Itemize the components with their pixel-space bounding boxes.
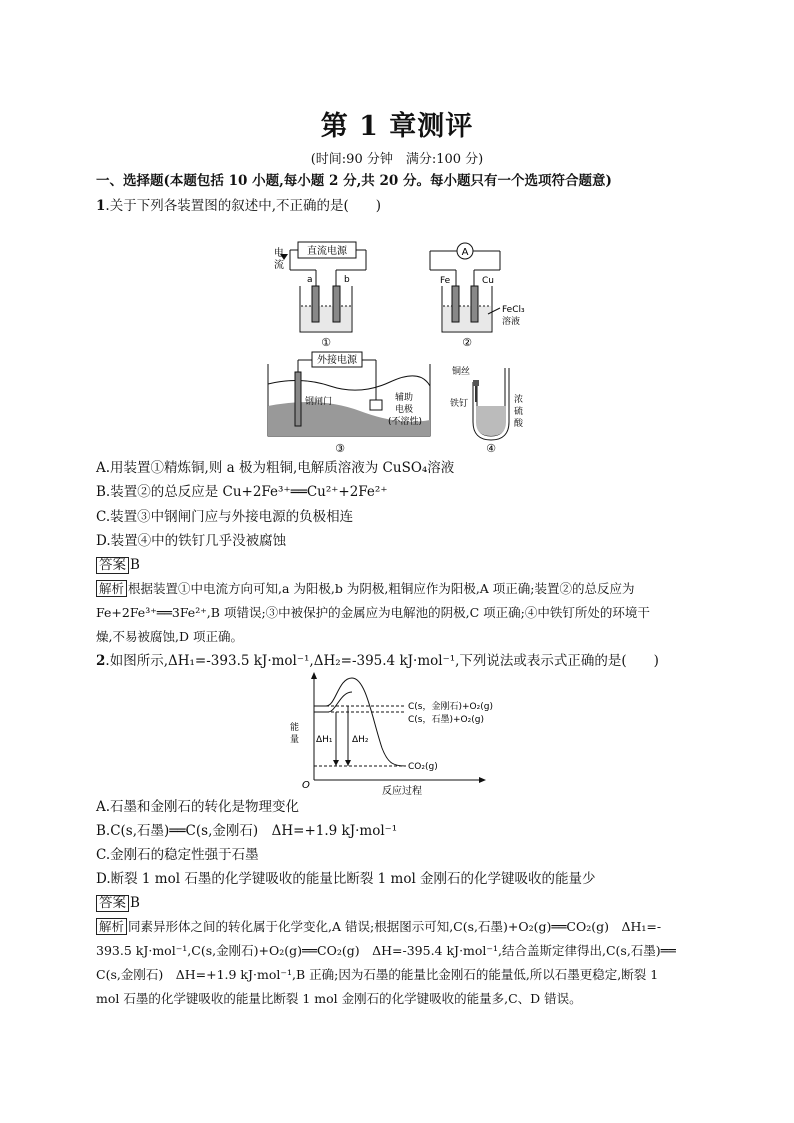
external-source-label: 外接电源 [317,355,357,366]
current-label-1: 电 [274,248,284,259]
acid-label-1: 浓 [514,395,524,405]
q1-option-b: B.装置②的总反应是 Cu+2Fe³⁺══Cu²⁺+2Fe²⁺ [96,484,388,500]
q1-option-a: A.用装置①精炼铜,则 a 极为粗铜,电解质溶液为 CuSO₄溶液 [96,460,455,476]
q1-stem-text: .关于下列各装置图的叙述中,不正确的是( ) [105,198,382,214]
aux-label-3: (不溶性) [388,417,423,427]
fecl3-label: FeCl₃ [502,305,525,315]
aux-label-1: 辅助 [395,393,414,403]
device-2-label: ② [462,336,472,349]
q1-option-d: D.装置④中的铁钉几乎没被腐蚀 [96,533,287,549]
device-4-u-tube [450,365,524,455]
q2-option-c: C.金刚石的稳定性强于石墨 [96,847,259,863]
iron-nail-label: 铁钉 [450,399,469,409]
q1-option-c: C.装置③中钢闸门应与外接电源的负极相连 [96,509,354,525]
q2-stem-text: .如图所示,ΔH₁=-393.5 kJ·mol⁻¹,ΔH₂=-395.4 kJ·mol⁻¹,下列说法或表示式正确的是( ) [105,653,659,669]
q2-answer-value: B [130,895,140,911]
dh2-label: ΔH₂ [352,735,369,745]
answer-tag: 答案 [96,557,129,574]
q2-analysis-line-2: 393.5 kJ·mol⁻¹,C(s,金刚石)+O₂(g)══CO₂(g) ΔH=-395.4 kJ·mol⁻¹,结合盖斯定律得出,C(s,石墨)══ [96,943,676,958]
aux-label-2: 电极 [395,405,414,415]
origin-label: O [302,780,310,791]
q1-stem [96,197,381,215]
q1-analysis-text-1: 根据装置①中电流方向可知,a 为阳极,b 为阴极,粗铜应作为阳极,A 项正确;装置②的总反应为 [128,581,635,596]
electrode-b-label: b [344,275,350,285]
steel-gate-label: 钢闸门 [305,397,333,407]
electrode-a-label: a [307,275,313,285]
y-axis-label-2: 量 [290,735,300,745]
q2-option-a: A.石墨和金刚石的转化是物理变化 [96,799,300,815]
q2-analysis-text-1: 同素异形体之间的转化属于化学变化,A 错误;根据图示可知,C(s,石墨)+O₂(g)══CO₂(g) ΔH₁=- [128,919,662,934]
q2-number: 2 [96,653,106,669]
q2-energy-diagram [282,668,522,798]
graphite-level-label: C(s，石墨)+O₂(g) [408,715,484,725]
cu-label: Cu [482,276,494,286]
copper-wire-label: 铜丝 [452,367,471,377]
answer-tag: 答案 [96,895,129,912]
acid-label-2: 硫 [514,407,524,417]
q1-answer-value: B [130,557,140,573]
co2-level-label: CO₂(g) [408,762,438,772]
q2-option-d: D.断裂 1 mol 石墨的化学键吸收的能量比断裂 1 mol 金刚石的化学键吸收的能量少 [96,871,596,887]
q1-answer [96,556,140,574]
solution-label: 溶液 [502,317,521,327]
q2-analysis-line-3: C(s,金刚石) ΔH=+1.9 kJ·mol⁻¹,B 正确;因为石墨的能量比金刚石的能量低,所以石墨更稳定,断裂 1 [96,967,659,982]
section-heading: 一、选择题(本题包括 10 小题,每小题 2 分,共 20 分。每小题只有一个选项符合题意) [96,173,612,189]
page-subtitle: (时间:90 分钟 满分:100 分) [310,152,484,167]
q1-figure [260,236,540,458]
device-1-electrolysis [274,242,366,349]
diamond-level-label: C(s，金刚石)+O₂(g) [408,702,493,712]
x-axis-label: 反应过程 [382,786,422,797]
q1-number: 1 [96,198,106,214]
y-axis-label-1: 能 [290,723,300,733]
device-4-label: ④ [486,442,496,455]
q2-analysis-line-1 [96,918,661,936]
q2-option-b: B.C(s,石墨)══C(s,金刚石) ΔH=+1.9 kJ·mol⁻¹ [96,823,398,839]
page-title: 第 1 章测评 [320,111,474,142]
analysis-tag: 解析 [96,580,127,597]
analysis-tag: 解析 [96,918,127,935]
device-2-galvanic [430,243,525,349]
current-label-2: 流 [274,260,284,271]
fe-label: Fe [440,276,451,286]
dh1-label: ΔH₁ [316,735,333,745]
ammeter-icon: A [461,247,469,258]
device-3-cathodic-protection [268,352,430,455]
q1-analysis-line-2: Fe+2Fe³⁺══3Fe²⁺,B 项错误;③中被保护的金属应为电解池的阴极,C 项正确;④中铁钉所处的环境干 [96,605,650,620]
device-3-label: ③ [335,442,345,455]
q1-analysis-line-3: 燥,不易被腐蚀,D 项正确。 [96,629,243,644]
device-1-label: ① [321,336,331,349]
q2-answer [96,894,140,912]
q2-analysis-line-4: mol 石墨的化学键吸收的能量比断裂 1 mol 金刚石的化学键吸收的能量多,C、D 错误。 [96,991,582,1006]
dc-source-label: 直流电源 [307,246,347,257]
q1-analysis-line-1 [96,580,635,598]
acid-label-3: 酸 [514,419,524,429]
